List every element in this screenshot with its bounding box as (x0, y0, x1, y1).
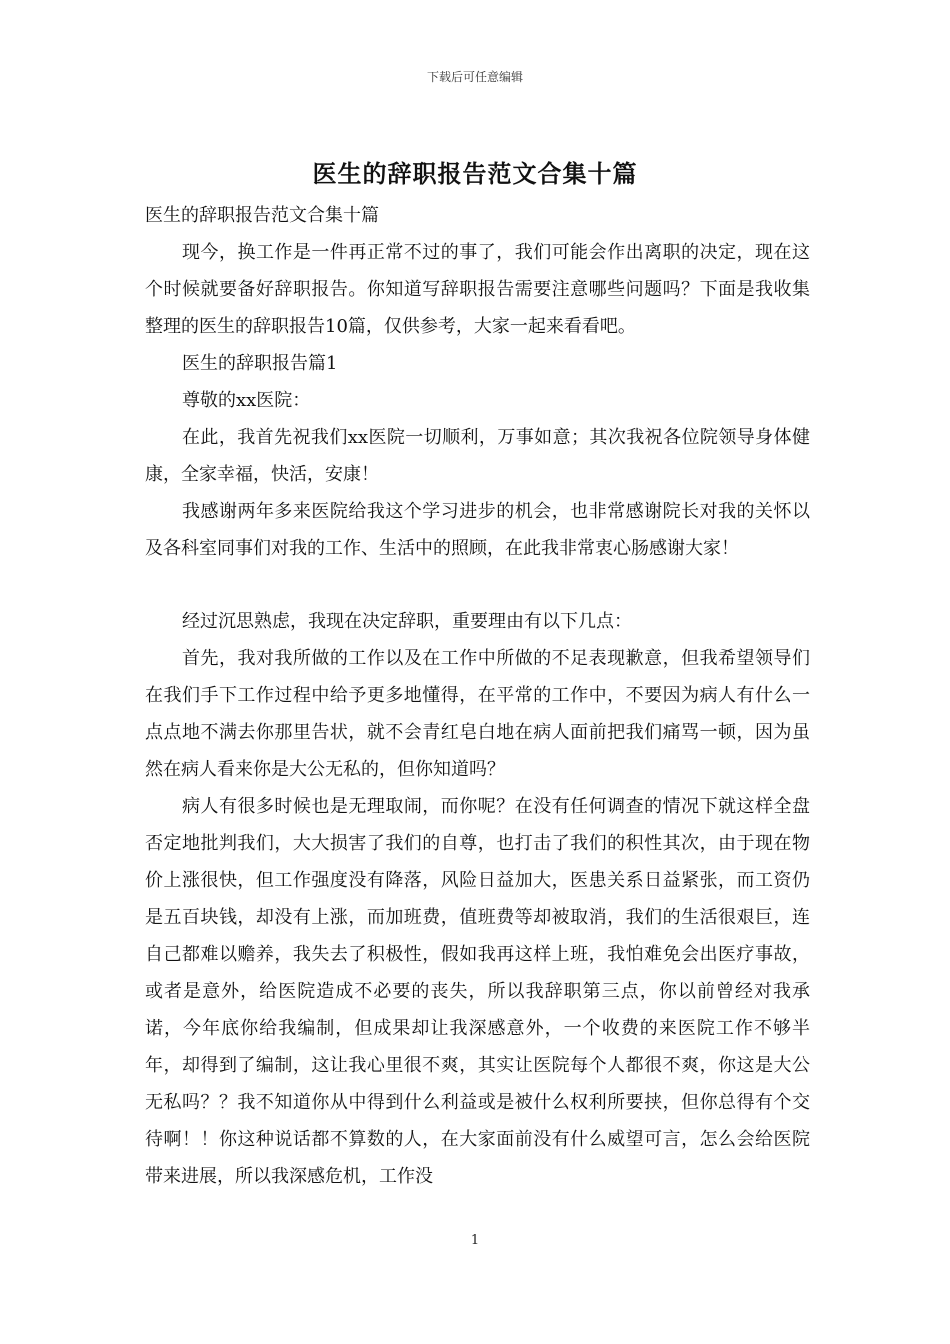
document-body (145, 197, 810, 1195)
body-paragraph: 首先，我对我所做的工作以及在工作中所做的不足表现歉意，但我希望领导们在我们手下工作过程中给予更多地懂得，在平常的工作中，不要因为病人有什么一点点地不满去你那里告状，就不会青红皂白地在病人面前把我们痛骂一顿，因为虽然在病人看来你是大公无私的，但你知道吗？ (145, 648, 810, 780)
subtitle-paragraph: 医生的辞职报告范文合集十篇 (145, 205, 379, 226)
body-paragraph: 我感谢两年多来医院给我这个学习进步的机会，也非常感谢院长对我的关怀以及各科室同事们对我的工作、生活中的照顾，在此我非常衷心肠感谢大家！ (145, 501, 810, 559)
document-title: 医生的辞职报告范文合集十篇 (312, 159, 638, 188)
salutation: 尊敬的xx医院： (182, 390, 311, 411)
header-note: 下载后可任意编辑 (426, 70, 523, 84)
body-paragraph: 病人有很多时候也是无理取闹，而你呢？在没有任何调查的情况下就这样全盘否定地批判我们，大大损害了我们的自尊，也打击了我们的积性其次，由于现在物价上涨很快，但工作强度没有降落，风险日益加大，医患关系日益紧张，而工资仍是五百块钱，却没有上涨，而加班费，值班费等却被取消，我们的生活很艰巨，连自己都难以赡养，我失去了积极性，假如我再这样上班，我怕难免会出医疗事故，或者是意外，给医院造成不必要的丧失，所以我辞职第三点，你以前曾经对我承诺，今年底你给我编制，但成果却让我深感意外，一个收费的来医院工作不够半年，却得到了编制，这让我心里很不爽，其实让医院每个人都很不爽，你这是大公无私吗？？我不知道你从中得到什么利益或是被什么权利所要挟，但你总得有个交待啊！！你这种说话都不算数的人，在大家面前没有什么威望可言，怎么会给医院带来进展，所以我深感危机，工作没 (145, 796, 810, 1187)
section-heading: 医生的辞职报告篇1 (182, 353, 338, 374)
body-paragraph: 在此，我首先祝我们xx医院一切顺利，万事如意；其次我祝各位院领导身体健康，全家幸福，快活，安康！ (145, 427, 810, 485)
body-paragraph: 经过沉思熟虑，我现在决定辞职，重要理由有以下几点： (182, 611, 632, 632)
intro-paragraph: 现今，换工作是一件再正常不过的事了，我们可能会作出离职的决定，现在这个时候就要备好辞职报告。你知道写辞职报告需要注意哪些问题吗？下面是我收集整理的医生的辞职报告10篇，仅供参考，大家一起来看看吧。 (145, 242, 810, 337)
page-number: 1 (470, 1233, 480, 1248)
